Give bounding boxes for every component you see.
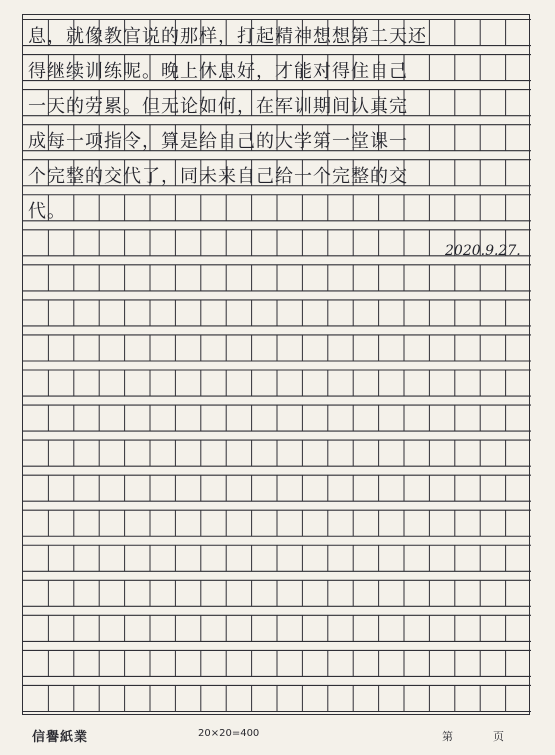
handwriting-line-2: 得继续训练呢。晚上休息好，才能对得住自己 — [28, 61, 408, 82]
page-suffix-label: 页 — [493, 730, 504, 743]
handwriting-line-1: 息，就像教官说的那样，打起精神想想第二天还 — [28, 26, 427, 47]
manuscript-grid — [22, 14, 530, 715]
grid-lines — [23, 15, 531, 716]
page-prefix-label: 第 — [442, 730, 453, 743]
handwriting-line-4: 成每一项指令，算是给自己的大学第一堂课一 — [28, 131, 408, 152]
handwriting-line-6: 代。 — [28, 201, 66, 222]
date-signature: 2020.9.27. — [445, 243, 521, 259]
handwriting-line-5: 个完整的交代了，同未来自己给一个完整的交 — [28, 166, 408, 187]
brand-label: 信譽紙業 — [32, 730, 89, 745]
handwriting-line-3: 一天的劳累。但无论如何，在军训期间认真完 — [28, 96, 408, 117]
grid-size-label: 20×20=400 — [198, 728, 260, 739]
